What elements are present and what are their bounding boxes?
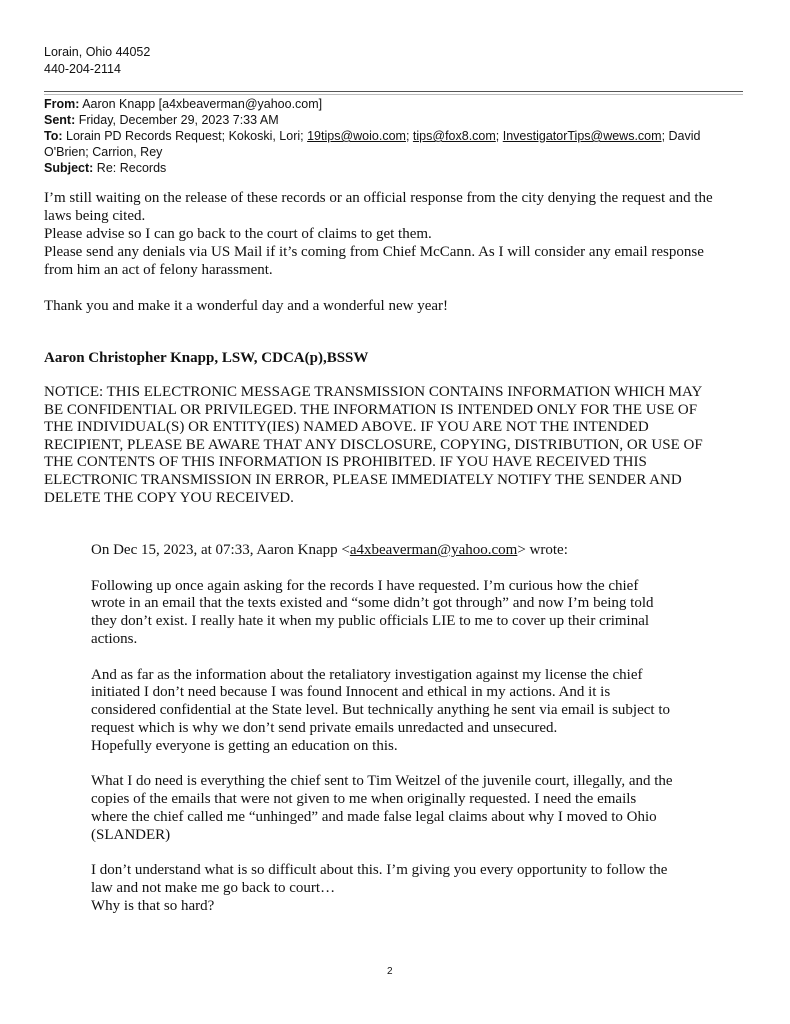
quoted-line: actions. — [91, 630, 138, 647]
quoted-paragraph-3 — [91, 773, 711, 844]
quoted-line: they don’t exist. I really hate it when my public officials LIE to me to cover up their criminal — [91, 613, 650, 630]
notice-line: THE INDIVIDUAL(S) OR ENTITY(IES) NAMED ABOVE. IF YOU ARE NOT THE INTENDED — [44, 419, 649, 436]
from-value: Aaron Knapp [a4xbeaverman@yahoo.com] — [82, 97, 323, 111]
email-body — [44, 189, 744, 315]
notice-line: RECIPIENT, PLEASE BE AWARE THAT ANY DISCLOSURE, COPYING, DISTRIBUTION, OR USE OF — [44, 436, 703, 453]
recipient-link-fox8[interactable]: tips@fox8.com — [412, 129, 496, 143]
recipient-link-wews[interactable]: InvestigatorTips@wews.com — [502, 129, 662, 143]
recipient-link-woio[interactable]: 19tips@woio.com — [307, 129, 406, 143]
to-separator: ; — [405, 129, 410, 143]
quoted-paragraph-2 — [91, 667, 711, 756]
address-phone: 440-204-2114 — [44, 62, 121, 76]
address-city: Lorain, Ohio 44052 — [44, 45, 151, 59]
quoted-line: I don’t understand what is so difficult about this. I’m giving you every opportunity to follow the — [91, 862, 668, 879]
quoted-message — [91, 542, 711, 934]
notice-line: THE CONTENTS OF THIS INFORMATION IS PROHIBITED. IF YOU HAVE RECEIVED THIS — [44, 454, 647, 471]
quoted-line: And as far as the information about the retaliatory investigation against my license the chief — [91, 666, 643, 683]
sent-value: Friday, December 29, 2023 7:33 AM — [78, 113, 279, 127]
quoted-line: initiated I don’t need because I was found Innocent and ethical in my actions. And it is — [91, 684, 611, 701]
header-divider-light — [44, 94, 743, 95]
quoted-line: where the chief called me “unhinged” and made false legal claims about why I moved to Ohio — [91, 808, 657, 825]
quoted-line: considered confidential at the State level. But technically anything he sent via email is subject to — [91, 702, 670, 719]
page-number: 2 — [387, 966, 393, 977]
body-line: I’m still waiting on the release of these records or an official response from the city denying the request and the — [44, 190, 713, 206]
subject-row — [44, 160, 744, 176]
to-separator: ; — [495, 129, 500, 143]
quoted-paragraph-1 — [91, 578, 711, 649]
to-recipients-suffix: ; David — [661, 129, 701, 143]
header-divider — [44, 91, 743, 92]
quoted-line: Following up once again asking for the records I have requested. I’m curious how the chief — [91, 577, 639, 594]
quoted-line: copies of the emails that were not given to me when originally requested. I need the emails — [91, 791, 637, 808]
body-line: from him an act of felony harassment. — [44, 262, 273, 278]
quoted-line: wrote in an email that the texts existed and “some didn’t got through” and now I’m being told — [91, 595, 654, 612]
email-header — [44, 96, 744, 176]
to-label: To: — [44, 129, 63, 143]
quoted-line: law and not make me go back to court… — [91, 880, 336, 897]
sent-row — [44, 112, 744, 128]
quoted-intro-suffix: > wrote: — [517, 542, 568, 558]
quoted-line: request which is why we don’t send private emails unredacted and unsecured. — [91, 719, 558, 736]
quoted-line: What I do need is everything the chief sent to Tim Weitzel of the juvenile court, illegally, and the — [91, 773, 673, 790]
subject-label: Subject: — [44, 161, 94, 175]
quoted-line: Hopefully everyone is getting an education on this. — [91, 737, 398, 754]
quoted-intro-text: On Dec 15, 2023, at 07:33, Aaron Knapp < — [91, 542, 350, 558]
from-row — [44, 96, 744, 112]
notice-line: DELETE THE COPY YOU RECEIVED. — [44, 489, 294, 506]
to-row-continued: O'Brien; Carrion, Rey — [44, 145, 163, 159]
sent-label: Sent: — [44, 113, 76, 127]
quoted-intro — [91, 542, 711, 560]
from-label: From: — [44, 97, 80, 111]
confidentiality-notice — [44, 384, 744, 507]
notice-line: NOTICE: THIS ELECTRONIC MESSAGE TRANSMISSION CONTAINS INFORMATION WHICH MAY — [44, 384, 703, 400]
quoted-line: (SLANDER) — [91, 826, 171, 843]
notice-line: BE CONFIDENTIAL OR PRIVILEGED. THE INFORMATION IS INTENDED ONLY FOR THE USE OF — [44, 401, 698, 418]
quoted-line: Why is that so hard? — [91, 897, 215, 914]
to-row — [44, 128, 744, 144]
quoted-email-link[interactable]: a4xbeaverman@yahoo.com — [349, 542, 518, 558]
to-recipients: Lorain PD Records Request; Kokoski, Lori; — [66, 129, 304, 143]
sender-address — [44, 44, 150, 78]
subject-value: Re: Records — [96, 161, 167, 175]
body-line: Please advise so I can go back to the court of claims to get them. — [44, 226, 432, 242]
signature: Aaron Christopher Knapp, LSW, CDCA(p),BSSW — [44, 350, 369, 366]
notice-line: ELECTRONIC TRANSMISSION IN ERROR, PLEASE IMMEDIATELY NOTIFY THE SENDER AND — [44, 471, 682, 488]
quoted-paragraph-4 — [91, 862, 711, 915]
body-line: laws being cited. — [44, 208, 146, 224]
closing-line: Thank you and make it a wonderful day and a wonderful new year! — [44, 298, 449, 314]
body-line: Please send any denials via US Mail if it’s coming from Chief McCann. As I will consider any email response — [44, 244, 704, 260]
